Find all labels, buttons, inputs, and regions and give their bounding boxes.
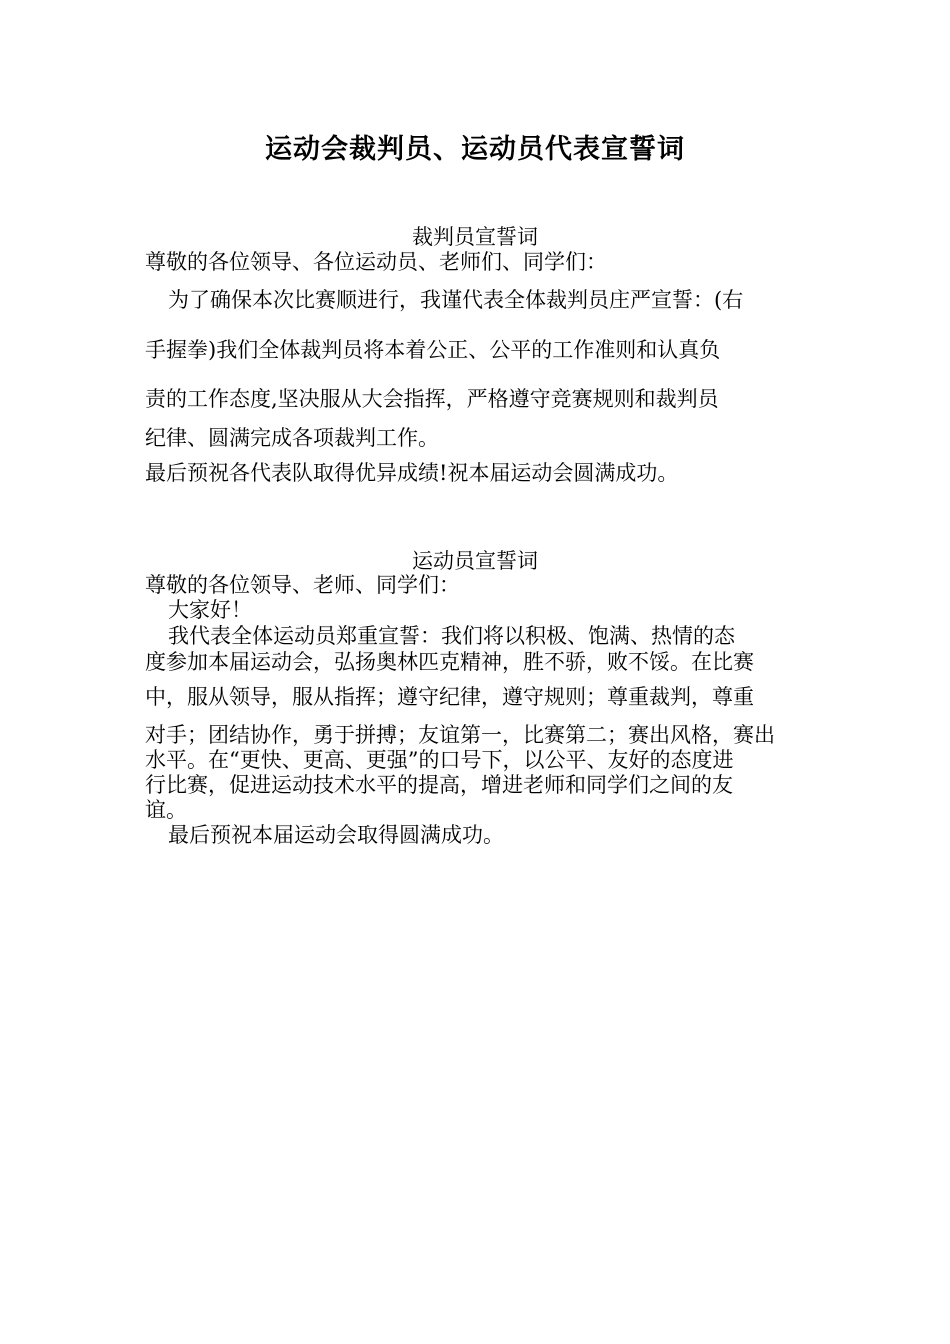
athlete-paragraph-line: 我代表全体运动员郑重宣誓：我们将以积极、饱满、热情的态 xyxy=(168,624,735,648)
referee-paragraph-line: 手握拳)我们全体裁判员将本着公正、公平的工作准则和认真负 xyxy=(145,338,721,362)
athlete-closing-line: 最后预祝本届运动会取得圆满成功。 xyxy=(168,823,504,847)
athlete-salutation: 尊敬的各位领导、老师、同学们： xyxy=(145,573,460,597)
athlete-greeting: 大家好！ xyxy=(168,598,252,622)
referee-paragraph-line: 纪律、圆满完成各项裁判工作。 xyxy=(145,426,439,450)
athlete-paragraph-line: 谊。 xyxy=(145,798,187,822)
athlete-paragraph-line: 水平。在“更快、更高、更强”的口号下，以公平、友好的态度进 xyxy=(145,748,734,772)
referee-oath-heading: 裁判员宣誓词 xyxy=(412,225,538,249)
athlete-paragraph-line: 中，服从领导，服从指挥；遵守纪律，遵守规则；尊重裁判，尊重 xyxy=(145,685,754,709)
referee-paragraph-line: 为了确保本次比赛顺进行，我谨代表全体裁判员庄严宣誓：(右 xyxy=(168,288,744,312)
athlete-oath-heading: 运动员宣誓词 xyxy=(412,549,538,573)
athlete-paragraph-line: 对手；团结协作，勇于拼搏；友谊第一，比赛第二；赛出风格，赛出 xyxy=(145,723,775,747)
referee-paragraph-line: 责的工作态度,坚决服从大会指挥，严格遵守竞赛规则和裁判员 xyxy=(145,387,719,411)
document-title: 运动会裁判员、运动员代表宣誓词 xyxy=(265,134,685,165)
referee-salutation: 尊敬的各位领导、各位运动员、老师们、同学们： xyxy=(145,250,607,274)
referee-closing-line: 最后预祝各代表队取得优异成绩!祝本届运动会圆满成功。 xyxy=(145,461,679,485)
athlete-paragraph-line: 行比赛，促进运动技术水平的提高，增进老师和同学们之间的友 xyxy=(145,773,733,797)
athlete-paragraph-line: 度参加本届运动会，弘扬奥林匹克精神，胜不骄，败不馁。在比赛 xyxy=(145,650,754,674)
